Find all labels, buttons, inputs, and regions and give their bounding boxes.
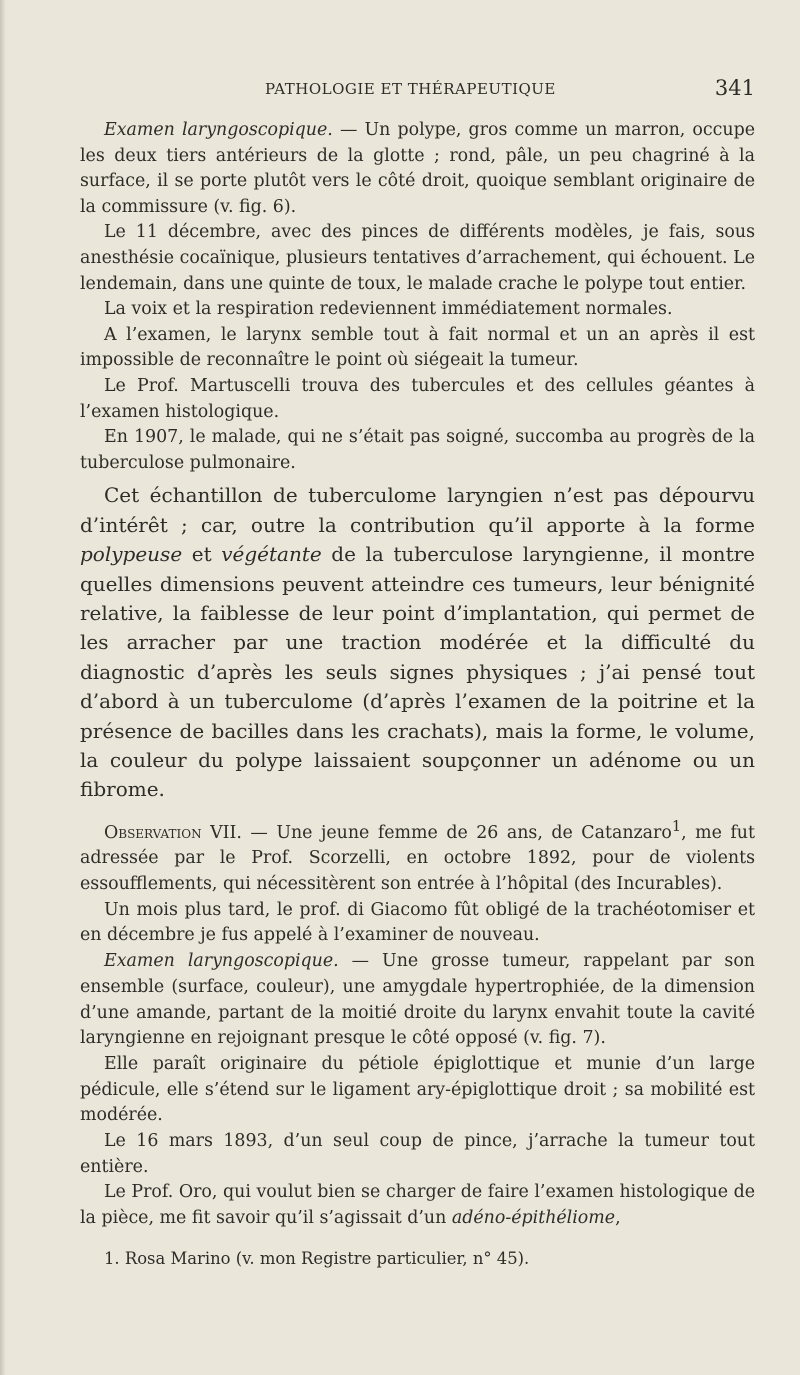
paragraph: Examen laryngoscopique. — Un polype, gros comme un marron, occupe les deux tiers antérieurs de la glotte ; rond, pâle, un peu chagriné à la surface, il se porte plutôt vers le côté droit, quoique semblant originaire de la commissure (v. fig. 6). (80, 120, 756, 217)
paragraph: Le Prof. Oro, qui voulut bien se charger de faire l’examen histologique de la pièce, me fit savoir qu’il s’agissait d’un adéno-épithéliome, (80, 1182, 755, 1229)
footnote: 1. Rosa Marino (v. mon Registre particulier, n° 45). (104, 1248, 530, 1268)
paragraph: Examen laryngoscopique. — Une grosse tumeur, rappelant par son ensemble (surface, couleur), une amygdale hypertrophiée, de la dimension d’une amande, partant de la moitié droite du larynx envahit toute la cavité laryngienne en rejoignant presque le côté opposé (v. fig. 7). (80, 951, 755, 1049)
commentary-paragraph: Cet échantillon de tuberculome laryngien n’est pas dépourvu d’intérêt ; car, outre la contribution qu’il apporte à la forme polypeuse et végétante de la tuberculose laryngienne, il montre quelles dimensions peuvent atteindre ces tumeurs, leur bénignité relative, la faiblesse de leur point d’implantation, qui permet de les arracher par une traction modérée et la difficulté du diagnostic d’après les seuls signes physiques ; j’ai pensé tout d’abord à un tuberculome (d’après l’examen de la poitrine et la présence de bacilles dans les crachats), mais la forme, le volume, la couleur du polype laissaient soupçonner un adénome ou un fibrome. (80, 483, 755, 802)
paragraph: Observation VII. — Une jeune femme de 26 ans, de Catanzaro$^1$, me fut adressée par le Prof. Scorzelli, en octobre 1892, pour de violents essoufflements, qui nécessitèrent son entrée à l’hôpital (des Incurables). (80, 818, 755, 894)
paragraph: Le Prof. Martuscelli trouva des tubercules et des cellules géantes à l’examen histologique. (80, 375, 755, 422)
observation-label: Observation VII. (104, 822, 242, 843)
page-header (80, 76, 755, 106)
paragraph: A l’examen, le larynx semble tout à fait normal et un an après il est impossible de reconnaître le point où siégeait la tumeur. (80, 324, 755, 371)
paragraph: Le 11 décembre, avec des pinces de différents modèles, je fais, sous anesthésie cocaïnique, plusieurs tentatives d’arrachement, qui échouent. Le lendemain, dans une quinte de toux, le malade crache le polype tout entier. (80, 222, 755, 294)
page-number: 341 (714, 76, 755, 100)
observation-continuation (80, 118, 755, 476)
paragraph: Elle paraît originaire du pétiole épiglottique et munie d’un large pédicule, elle s’étend sur le ligament ary-épiglottique droit ; sa mobilité est modérée. (80, 1053, 755, 1126)
subheading: Examen laryngoscopique. (104, 951, 339, 972)
page-edge (0, 0, 6, 1375)
page-body (80, 118, 755, 1270)
footnote-ref: 1 (671, 818, 682, 835)
observation-vii (80, 815, 755, 1232)
paragraph: Un mois plus tard, le prof. di Giacomo fût obligé de la trachéotomiser et en décembre je fus appelé à l’examiner de nouveau. (80, 899, 755, 946)
paragraph: La voix et la respiration redeviennent immédiatement normales. (104, 299, 673, 320)
subheading: Examen laryngoscopique. (104, 120, 333, 140)
paragraph: En 1907, le malade, qui ne s’était pas soigné, succomba au progrès de la tuberculose pulmonaire. (80, 427, 755, 473)
running-title: PATHOLOGIE ET THÉRAPEUTIQUE (265, 80, 556, 98)
paragraph: Le 16 mars 1893, d’un seul coup de pince, j’arrache la tumeur tout entière. (80, 1131, 755, 1177)
